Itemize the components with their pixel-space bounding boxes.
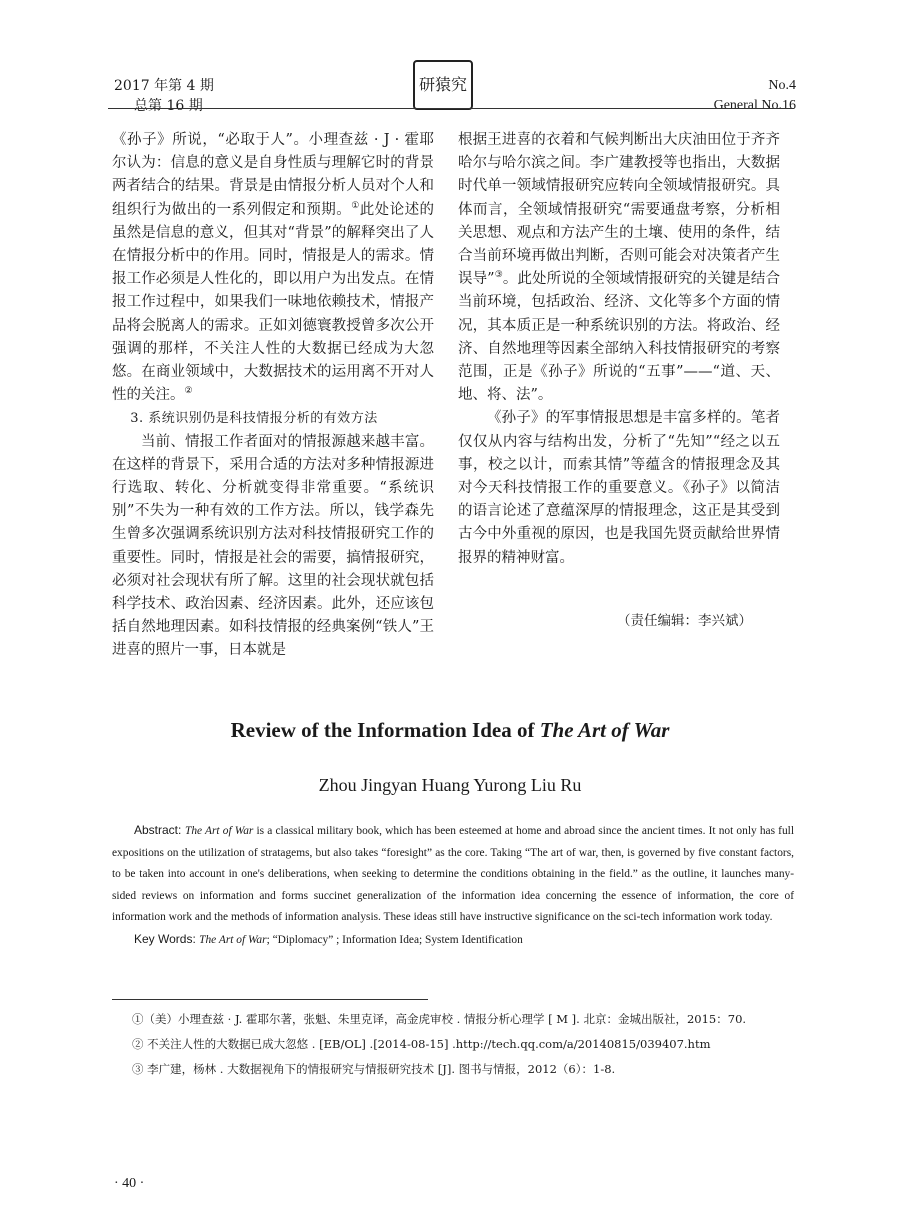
issue-number-en: No.4: [768, 78, 796, 93]
abstract-label: Abstract:: [134, 823, 185, 837]
keywords-label: Key Words:: [134, 931, 200, 946]
footnote: ③ 李广建，杨林 . 大数据视角下的情报研究与情报研究技术 [J]. 图书与情报，2012（6）：1-8.: [132, 1062, 616, 1076]
paragraph: 《孙子》所说，“必取于人”。小理查兹 · J · 霍耶尔认为：信息的意义是自身性质与理解它时的背景两者结合的结果。背景是由情报分析人员对个人和组织行为做出的一系列假定和预期。①此处论述的虽然是信息的意义，但其对“背景”的解释突出了人在情报分析中的作用。同时，情报是人的需求。情报工作必须是人性化的，即以用户为出发点。在情报工作过程中，如果我们一味地依赖技术，情报产品将会脱离人的需求。正如刘德寰教授曾多次公开强调的那样，不关注人性的大数据已经成为大忽悠。在商业领域中，大数据技术的运用离不开对人性的关注。②: [112, 132, 435, 404]
keywords: Key Words: The Art of War; “Diplomacy” ; Information Idea; System Identification: [134, 931, 523, 946]
journal-issue-en: [714, 76, 796, 116]
journal-logo: [413, 60, 473, 110]
issue-total: 总第 16 期: [134, 98, 203, 114]
issue-number: 2017 年第 4 期: [114, 78, 214, 94]
journal-issue: [114, 76, 214, 116]
footnotes: [112, 1008, 794, 1083]
english-authors: Zhou Jingyan Huang Yurong Liu Ru: [318, 775, 582, 795]
paragraph: 当前、情报工作者面对的情报源越来越丰富。在这样的背景下，采用合适的方法对多种情报源进行选取、转化、分析就变得非常重要。“系统识别”不失为一种有效的工作方法。所以，钱学森先生曾多次强调系统识别方法对科技情报研究工作的重要性。同时，情报是社会的需要，搞情报研究，必须对社会现状有所了解。这里的社会现状就包括科学技术、政治因素、经济因素。此外，还应该包括自然地理因素。如科技情报的经典案例“铁人”王进喜的照片一事，日本就是: [112, 433, 434, 659]
footnote: ①（美）小理查兹 · J. 霍耶尔著，张魁、朱里克译，高金虎审校 . 情报分析心理学 [ M ]. 北京：金城出版社，2015：70.: [132, 1012, 747, 1026]
page-number: · 40 ·: [114, 1176, 145, 1191]
footnote-ref: ③: [494, 270, 503, 281]
abstract-text: Abstract: The Art of War is a classical military book, which has been esteemed at home and abroad since the ancient times. It not only has full expositions on the utilization of stratagems, but also takes “foresight” as the core. Taking “The art of war, then, is governed by five constant factors, to be taken into account in one's deliberations, when seeking to determine the conditions obtaining in the field.” as the outline, it launches many-sided reviews on information and forms succinet generalization of the information idea concerning the essence of information, the core of information work and the methods of information analysis. These ideas still have instructive significance on the sci-tech information work today.: [112, 823, 794, 923]
footnote: ② 不关注人性的大数据已成大忽悠 . [EB/OL] .[2014-08-15] .http://tech.qq.com/a/20140815/039407.htm: [132, 1037, 711, 1051]
logo-text: 研猿究: [418, 75, 467, 94]
right-column: [458, 129, 780, 633]
section-heading: 3. 系统识别仍是科技情报分析的有效方法: [130, 411, 378, 427]
header-rule: [108, 108, 794, 109]
left-column: [112, 129, 434, 663]
paragraph: 根据王进喜的衣着和气候判断出大庆油田位于齐齐哈尔与哈尔滨之间。李广建教授等也指出，大数据时代单一领域情报研究应转向全领域情报研究。具体而言，全领域情报研究“需要通盘考察，分析相关思想、观点和方法产生的土壤、使用的条件，结合当前环境再做出判断，否则可能会对决策者产生误导”③。此处所说的全领域情报研究的关键是结合当前环境，包括政治、经济、文化等多个方面的情况，其本质正是一种系统识别的方法。将政治、经济、自然地理等因素全部纳入科技情报研究的考察范围，正是《孙子》所说的“五事”——“道、天、地、将、法”。: [458, 132, 781, 404]
issue-total-en: General No.16: [713, 98, 796, 113]
footnote-ref: ②: [184, 386, 193, 397]
responsible-editor: （责任编辑：李兴斌）: [617, 612, 752, 629]
footnote-ref: ①: [351, 200, 360, 211]
paragraph: 《孙子》的军事情报思想是丰富多样的。笔者仅仅从内容与结构出发，分析了“先知”“经之以五事，校之以计，而索其情”等蕴含的情报理念及其对今天科技情报工作的重要意义。《孙子》以简洁的语言论述了意蕴深厚的情报理念，这正是其受到古今中外重视的原因，也是我国先贤贡献给世界情报界的精神财富。: [458, 410, 780, 566]
english-title: Review of the Information Idea of The Art of War: [230, 718, 670, 742]
english-abstract: [112, 820, 794, 951]
footnote-rule: [112, 999, 428, 1000]
